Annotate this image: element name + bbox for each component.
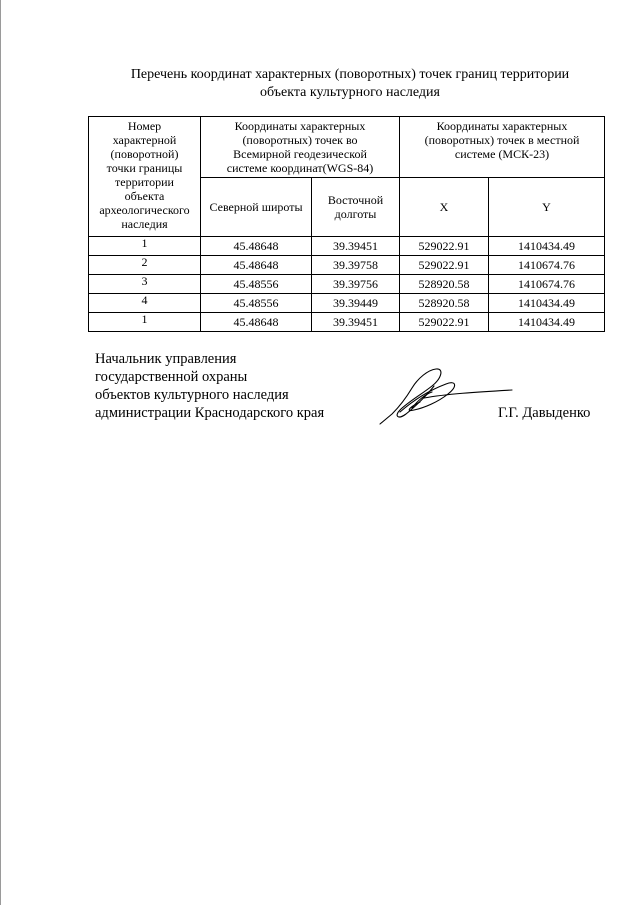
coordinates-table [88,116,605,332]
signatory-position [95,350,324,422]
x-cell: 528920.58 [400,294,489,313]
table-row [89,275,605,294]
table-row [89,256,605,275]
title-line-2: объекта культурного наследия [260,85,440,100]
latitude-cell: 45.48648 [201,256,312,275]
latitude-cell: 45.48648 [201,237,312,256]
point-number-cell: 1 [89,313,201,332]
header-x: X [400,178,489,237]
point-number-cell: 3 [89,275,201,294]
longitude-cell: 39.39758 [312,256,400,275]
longitude-cell: 39.39451 [312,313,400,332]
table-row [89,294,605,313]
point-number-cell: 4 [89,294,201,313]
x-cell: 529022.91 [400,237,489,256]
latitude-cell: 45.48556 [201,275,312,294]
y-cell: 1410434.49 [489,313,605,332]
y-cell: 1410434.49 [489,294,605,313]
table-row [89,313,605,332]
y-cell: 1410674.76 [489,275,605,294]
point-number-cell: 2 [89,256,201,275]
header-wgs84: Координаты характерных (поворотных) точек во Всемирной геодезической системе координат(WGS-84) [201,117,400,178]
page-edge-line [0,0,1,905]
table-row [89,237,605,256]
header-north-latitude: Северной широты [201,178,312,237]
x-cell: 529022.91 [400,256,489,275]
y-cell: 1410434.49 [489,237,605,256]
latitude-cell: 45.48556 [201,294,312,313]
header-point-number: Номер характерной (поворотной) точки границы территории объекта археологического наследия [89,117,201,237]
latitude-cell: 45.48648 [201,313,312,332]
point-number-cell: 1 [89,237,201,256]
header-east-longitude: Восточной долготы [312,178,400,237]
header-msk23: Координаты характерных (поворотных) точек в местной системе (МСК-23) [400,117,605,178]
longitude-cell: 39.39756 [312,275,400,294]
signatory-name: Г.Г. Давыденко [498,405,591,421]
longitude-cell: 39.39451 [312,237,400,256]
title-line-1: Перечень координат характерных (поворотных) точек границ территории [130,67,570,82]
position-line: администрации Краснодарского края [95,405,325,421]
position-line: государственной охраны [95,369,248,385]
document-title [60,66,639,102]
x-cell: 528920.58 [400,275,489,294]
x-cell: 529022.91 [400,313,489,332]
header-y: Y [489,178,605,237]
longitude-cell: 39.39449 [312,294,400,313]
position-line: Начальник управления [95,351,237,367]
y-cell: 1410674.76 [489,256,605,275]
position-line: объектов культурного наследия [95,387,289,403]
